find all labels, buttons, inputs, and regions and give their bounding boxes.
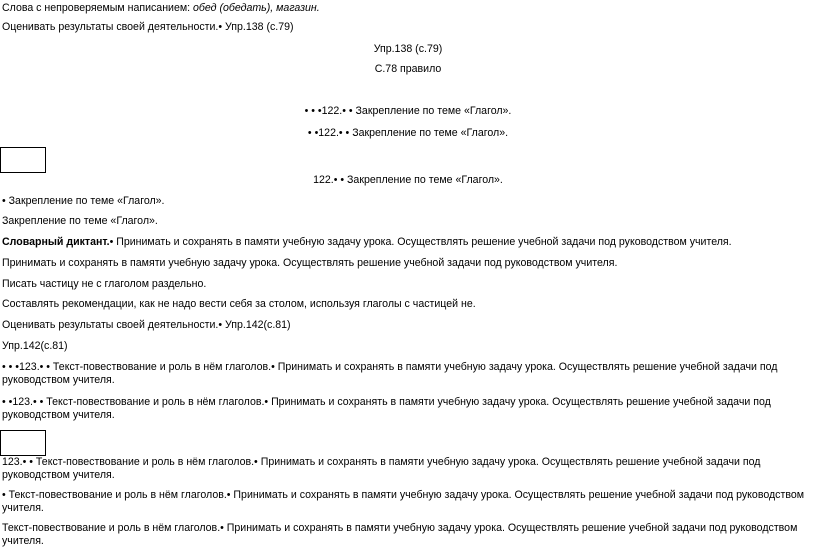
line-particle-ne: Писать частицу не с глаголом раздельно.: [2, 278, 207, 290]
line-lesson-122-a: • • •122.• • Закрепление по теме «Глагол».: [304, 105, 512, 117]
line-evaluate-138: Оценивать результаты своей деятельности.• Упр.138 (с.79): [2, 21, 294, 33]
dictation-text: • Принимать и сохранять в памяти учебную задачу урока. Осуществлять решение учебной задачи под руководством учителя.: [109, 236, 732, 248]
line-lesson-123-c: 123.• • Текст-повествование и роль в нём глаголов.• Принимать и сохранять в памяти учебную задачу урока. Осуществлять решение учебной задачи под руководством учителя.: [2, 456, 761, 481]
empty-cell-box-2: [0, 430, 46, 456]
line-narrative-a: • Текст-повествование и роль в нём глаголов.• Принимать и сохранять в памяти учебную задачу урока. Осуществлять решение учебной задачи под руководством учителя.: [2, 489, 805, 514]
line-narrative-b: Текст-повествование и роль в нём глаголов.• Принимать и сохранять в памяти учебную задачу урока. Осуществлять решение учебной задачи под руководством учителя.: [2, 522, 798, 547]
line-topic-verb-a: • Закрепление по теме «Глагол».: [2, 195, 165, 207]
line-exercise-142: Упр.142(с.81): [2, 340, 68, 352]
line-lesson-122-c: 122.• • Закрепление по теме «Глагол».: [313, 174, 503, 186]
line-recommendations: Составлять рекомендации, как не надо вести себя за столом, используя глаголы с частицей не.: [2, 298, 476, 310]
line-lesson-123-b: • •123.• • Текст-повествование и роль в нём глаголов.• Принимать и сохранять в памяти учебную задачу урока. Осуществлять решение учебной задачи под руководством учителя.: [2, 396, 771, 421]
line-rule-78: С.78 правило: [374, 63, 442, 75]
line-vocabulary: [2, 2, 320, 15]
vocabulary-words: обед (обедать), магазин.: [193, 2, 320, 14]
dictation-label: Словарный диктант.: [2, 236, 110, 248]
line-topic-verb-b: Закрепление по теме «Глагол».: [2, 215, 158, 227]
empty-cell-box: [0, 147, 46, 173]
line-dictation: [2, 236, 732, 249]
line-lesson-123-a: • • •123.• • Текст-повествование и роль в нём глаголов.• Принимать и сохранять в памяти учебную задачу урока. Осуществлять решение учебной задачи под руководством учителя.: [2, 361, 778, 386]
line-exercise-138: Упр.138 (с.79): [373, 43, 443, 55]
line-learning-task: Принимать и сохранять в памяти учебную задачу урока. Осуществлять решение учебной задачи под руководством учителя.: [2, 257, 618, 269]
line-lesson-122-b: • •122.• • Закрепление по теме «Глагол».: [307, 127, 509, 139]
vocabulary-label: Слова с непроверяемым написанием:: [2, 2, 194, 14]
line-evaluate-142: Оценивать результаты своей деятельности.• Упр.142(с.81): [2, 319, 291, 331]
